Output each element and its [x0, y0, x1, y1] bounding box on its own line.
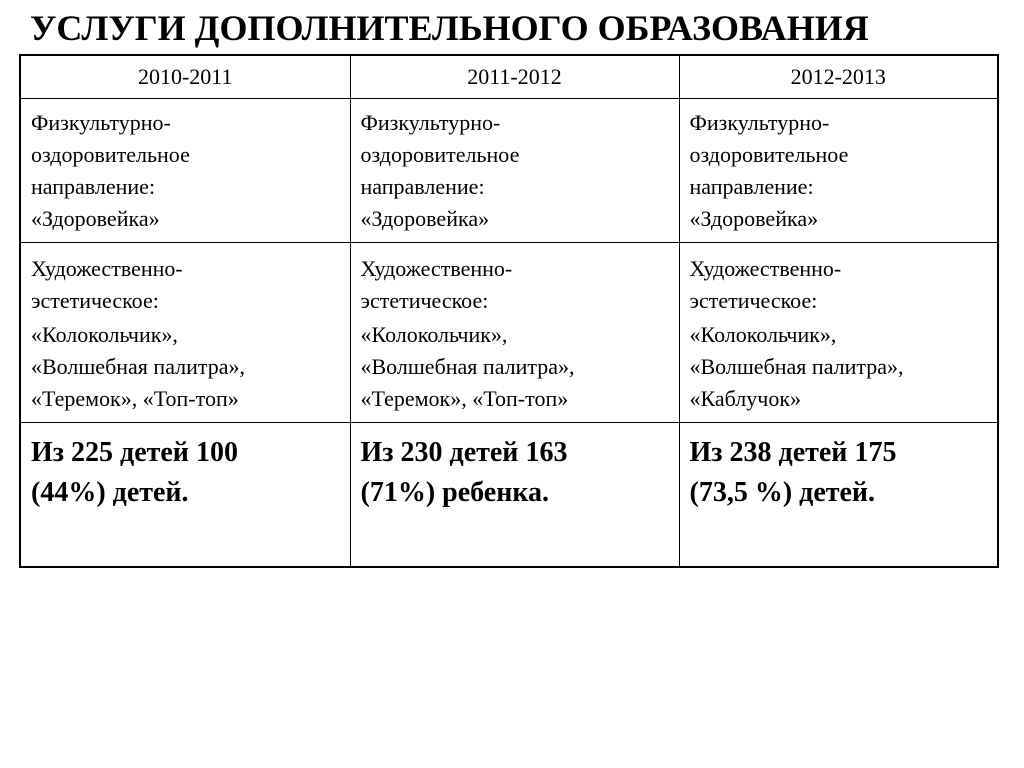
sport-cell [20, 99, 350, 243]
header-year-2011-2012: 2011-2012 [350, 55, 679, 99]
services-table [19, 54, 999, 568]
header-row [20, 55, 998, 99]
art-cell-label: Художественно- эстетическое: [689, 256, 842, 313]
slide-title: УСЛУГИ ДОПОЛНИТЕЛЬНОГО ОБРАЗОВАНИЯ [30, 8, 869, 48]
sport-cell-text: Физкультурно- оздоровительное направление: «Здоровейка» [689, 110, 849, 231]
header-year-2010-2011: 2010-2011 [20, 55, 350, 99]
total-cell-text: Из 225 детей 100 (44%) детей. [31, 437, 238, 508]
sport-cell [679, 99, 998, 243]
sport-cell [350, 99, 679, 243]
art-cell [350, 243, 679, 423]
art-cell [679, 243, 998, 423]
art-cell-list: «Колокольчик», «Волшебная палитра», «Теремок», «Топ-топ» [360, 322, 575, 411]
art-cell [20, 243, 350, 423]
art-cell-label: Художественно- эстетическое: [360, 256, 513, 313]
art-cell-list: «Колокольчик», «Волшебная палитра», «Теремок», «Топ-топ» [31, 322, 246, 411]
total-cell-text: Из 238 детей 175 (73,5 %) детей. [689, 437, 897, 508]
total-row [20, 423, 998, 567]
total-cell [350, 423, 679, 567]
total-cell [20, 423, 350, 567]
sport-cell-text: Физкультурно- оздоровительное направление: «Здоровейка» [360, 110, 520, 231]
sport-row [20, 99, 998, 243]
total-cell [679, 423, 998, 567]
total-cell-text: Из 230 детей 163 (71%) ребенка. [360, 437, 568, 508]
art-cell-label: Художественно- эстетическое: [31, 256, 183, 313]
sport-cell-text: Физкультурно- оздоровительное направление: «Здоровейка» [31, 110, 190, 231]
art-row [20, 243, 998, 423]
art-cell-list: «Колокольчик», «Волшебная палитра», «Каблучок» [689, 322, 904, 411]
header-year-2012-2013: 2012-2013 [679, 55, 998, 99]
